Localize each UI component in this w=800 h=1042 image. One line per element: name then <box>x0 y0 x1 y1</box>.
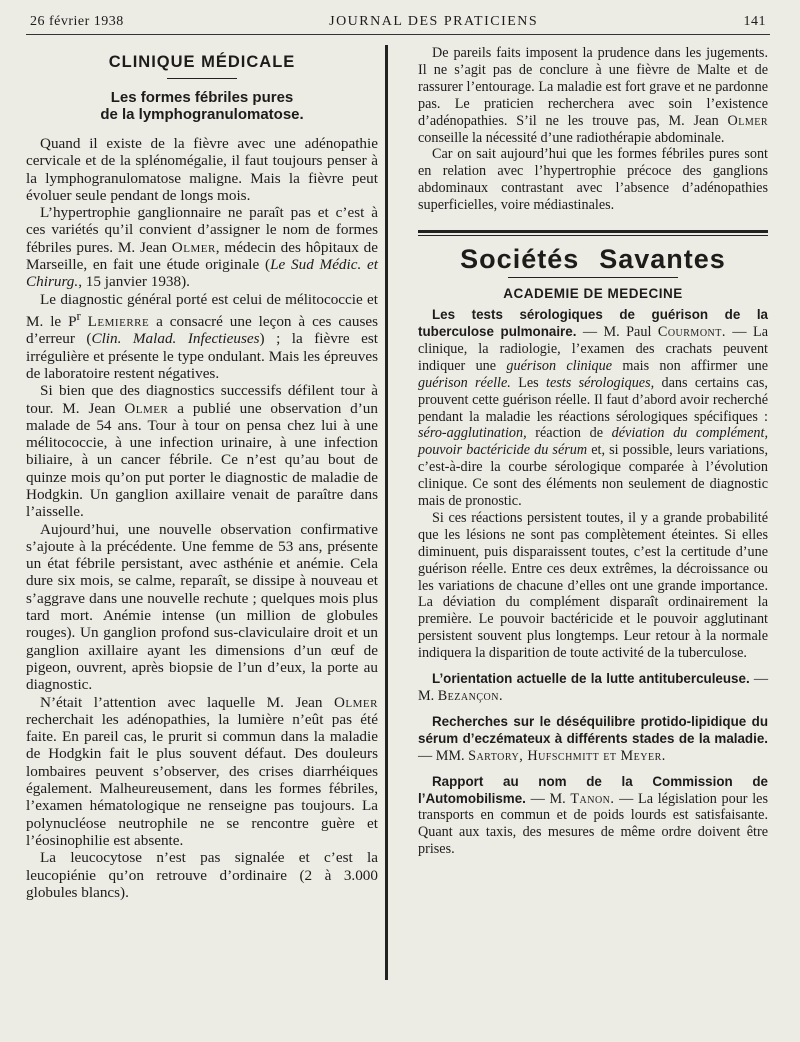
societes-savantes-title: Sociétés Savantes <box>460 244 726 275</box>
right-column <box>418 45 768 901</box>
communication-item: Rapport au nom de la Commission de l’Automobilisme. — M. Tanon. — La législation pour les transports en commun et de poids lourds est satisfaisante. Quant aux taxis, des mesures de même ordre doivent être prises. <box>418 773 768 858</box>
paragraph: La leucocytose n’est pas signalée et c’est la leucopiénie qu’on retrouve d’ordinaire (2 à 3.000 globules blancs). <box>26 849 378 901</box>
author-name: Olmer <box>171 238 216 256</box>
paragraph: L’hypertrophie ganglionnaire ne paraît pas et c’est à ces variétés qu’il convient d’assigner le nom de formes fébriles pures. M. Jean Olmer, médecin des hôpitaux de Marseille, en fait une étude originale (Le Sud Médic. et Chirurg., 15 janvier 1938). <box>26 204 378 291</box>
paragraph: Si bien que des diagnostics successifs défilent tour à tour. M. Jean Olmer a publié une observation d’un malade de 54 ans. Tour à tour on pensa chez lui à une mélitococcie, à une infection urinaire, à une infection biliaire, à un cancer fébrile. Ce n’est qu’au bout de quinze mois qu’on put porter le diagnostic de maladie de Hodgkin. Un ganglion axillaire venait de paraître dans l’aisselle. <box>26 382 378 521</box>
section-title: CLINIQUE MÉDICALE <box>108 53 296 71</box>
left-column <box>26 45 388 901</box>
communication-item: Les tests sérologiques de guérison de la tuberculose pulmonaire. — M. Paul Courmont. — La clinique, la radiologie, l’examen des crachats peuvent indiquer une guérison clinique mais non affirmer une guérison réelle. Les tests sérologiques, dans certains cas, prouvent cette guérison réelle. Il faut d’abord avoir recherché pendant la maladie les réactions sérologiques spécifiques : séro-agglutination, réaction de déviation du complément, pouvoir bactéricide du sérum et, si possible, leurs variations, c’est-à-dire la courbe sérologique comparée à l’évolution clinique. Ce sont des éléments non seulement de diagnostic mais de pronostic. <box>418 307 769 510</box>
author-name: Lemierre <box>87 313 150 331</box>
communication-item: L’orientation actuelle de la lutte antituberculeuse. — M. Bezançon. <box>418 671 769 704</box>
author-name: Olmer <box>333 693 378 711</box>
paragraph: Si ces réactions persistent toutes, il y a grande probabilité que les lésions ne sont pas complètement éteintes. Si elles diminuent, puis disparaissent toutes, c’est la certitude d’une guérison réelle. Entre ces deux extrêmes, la décroissance ou les variations de chacune d’elles ont une grande importance. La déviation du complément disparaît ordinairement la première. Le pouvoir bactéricide et le pouvoir agglutinant persistent souvent plus longtemps. Leur retour à la normale indiquera la disparition de toute activité de la tuberculose. <box>418 509 768 662</box>
journal-reference: Clin. Malad. Infectieuses <box>91 330 260 348</box>
communication-item: Recherches sur le déséquilibre protido-lipidique du sérum d’eczémateux à différents stades de la maladie. — MM. Sartory, Hufschmitt et Meyer. <box>418 713 768 764</box>
header-journal: JOURNAL DES PRATICIENS <box>329 14 539 29</box>
section-rule <box>167 78 237 79</box>
title-rule <box>508 277 678 278</box>
paragraph: N’était l’attention avec laquelle M. Jean Olmer recherchait les adénopathies, la lumière n’eût pas été faite. En pareil cas, le prurit si commun dans la maladie de Hodgkin fait le plus souvent défaut. Des douleurs lombaires peuvent s’observer, des crises diarrhéiques également. Malheureusement, dans les formes fébriles, l’examen hématologique ne renseigne pas toujours. La polynucléose neutrophile ne se rencontre guère et l’éosinophilie est absente. <box>26 693 378 849</box>
paragraph: Car on sait aujourd’hui que les formes fébriles pures sont en relation avec l’hypertrophie précoce des ganglions abdominaux contrastant avec l’absence d’adénopathies superficielles, voire médiastinales. <box>418 146 768 214</box>
author-name: Olmer <box>727 112 768 129</box>
columns <box>26 45 770 901</box>
running-header <box>26 14 770 35</box>
paragraph: De pareils faits imposent la prudence dans les jugements. Il ne s’agit pas de conclure à une fièvre de Malte et de rassurer l’entourage. La maladie est fort grave et ne pardonne pas. Le praticien recherchera avec soin l’existence d’adénopathies. S’il ne les trouve pas, M. Jean Olmer conseille la nécessité d’une radiothérapie abdominale. <box>418 45 768 146</box>
paragraph: Aujourd’hui, une nouvelle observation confirmative s’ajoute à la précédente. Une femme de 53 ans, présente un état fébrile persistant, avec asthénie et anémie. Cela dure six mois, se calme, reparaît, se dissipe à nouveau et s’aggrave dans une nouvelle rechute ; quelques mois plus tard mort. Anémie intense (un million de globules rouges). Un ganglion profond sus-claviculaire droit et un ganglion axillaire ayant les dimensions d’un œuf de pigeon, ouvrent, après biopsie de l’un d’eux, la porte au diagnostic. <box>26 520 378 694</box>
article-title-line-1: Les formes fébriles pures <box>110 89 294 106</box>
academy-heading: ACADEMIE DE MEDECINE <box>503 286 683 302</box>
paragraph: Quand il existe de la fièvre avec une adénopathie cervicale et de la splénomégalie, il faut toujours penser à la lymphogranulomatose maligne. Mais la fièvre peut évoluer seule pendant de longs mois. <box>26 135 378 204</box>
journal-reference: Le Sud Médic. et Chirurg. <box>26 256 378 291</box>
paragraph: Le diagnostic général porté est celui de mélitococcie et M. le $P^r$ Lemierre a consacré une leçon à ces causes d’erreur (Clin. Malad. Infectieuses) ; la fièvre est irrégulière et présente le type ondulant. Mais les épreuves de laboratoire restent négatives. <box>26 290 378 382</box>
author-name: Olmer <box>124 399 169 417</box>
section-double-rule <box>418 230 768 236</box>
article-title <box>26 89 378 123</box>
header-date: 26 février 1938 <box>30 14 124 29</box>
column-divider <box>385 45 388 980</box>
article-title-line-2: de la lymphogranulomatose. <box>100 106 304 123</box>
header-page-number: 141 <box>743 14 766 29</box>
